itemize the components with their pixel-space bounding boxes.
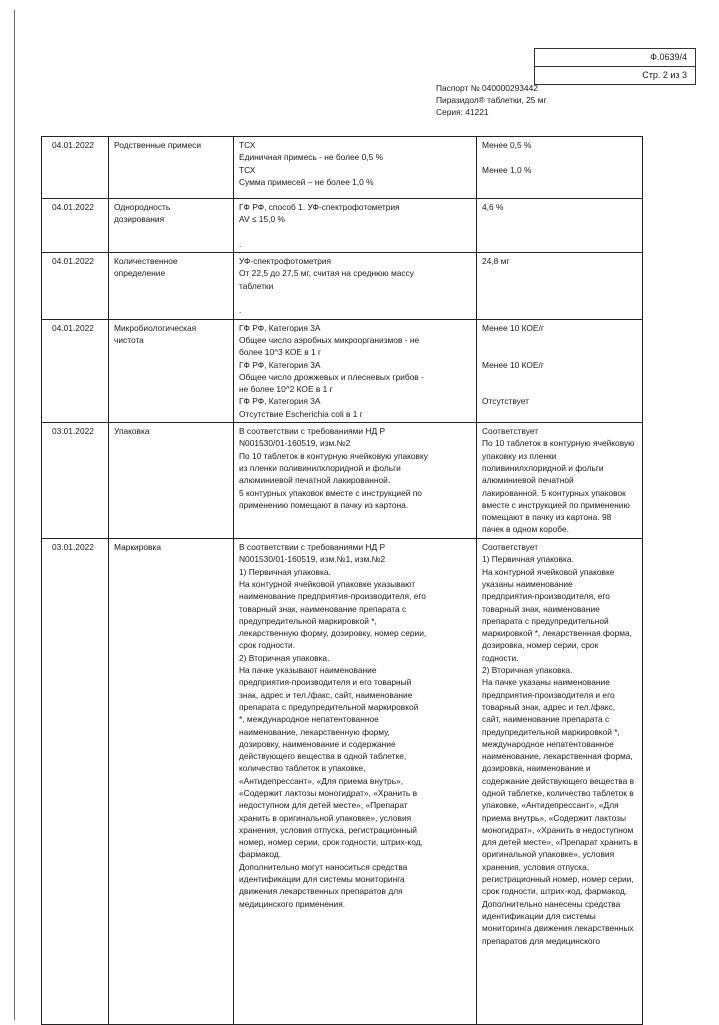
result-text-cell	[477, 253, 643, 319]
requirement-text-line: В соответствии с требованиями НД Р	[239, 426, 386, 437]
requirement-text-cell	[234, 253, 477, 319]
requirement-text-line: *, международное непатентованное	[239, 714, 379, 725]
requirement-text-line: На пачке указывают наименование	[239, 665, 377, 676]
result-text-line: препарата с предупредительной	[482, 615, 609, 626]
result-text-line: Соответствует	[482, 426, 539, 437]
result-text-line: предупредительной маркировкой *,	[482, 726, 620, 737]
requirement-text-line: товарный знак, наименование препарата с	[239, 603, 407, 614]
requirement-text-line: Общее число аэробных микроорганизмов - не	[239, 334, 420, 345]
requirement-text-line: предупредительной маркировкой *,	[239, 615, 377, 626]
requirement-text-line: ТСХ	[239, 140, 256, 150]
requirement-text-cell	[234, 319, 477, 422]
requirement-text-line	[239, 292, 472, 304]
result-text-line: предприятия-производителя, его	[482, 591, 610, 602]
result-text-line: товарный знак, адрес и тел./факс,	[482, 701, 616, 712]
table-row	[42, 319, 643, 422]
test-name-line: Упаковка	[114, 426, 150, 437]
requirement-text-line: Общее число дрожжевых и плесневых грибов -	[239, 371, 424, 382]
test-name-cell	[109, 319, 234, 422]
requirement-text-line	[239, 226, 472, 238]
result-text-line: 24,8 мг	[482, 256, 510, 267]
requirement-text-line: Единичная примесь - не более 0,5 %	[239, 152, 384, 163]
result-text-line: предприятия-производителя и его	[482, 689, 615, 700]
result-text-line: годности.	[482, 652, 519, 663]
result-text-line: одной таблетке, количество таблеток в	[482, 787, 634, 798]
result-text-line: упаковке, «Антидепрессант», «Для	[482, 800, 619, 811]
requirement-text-line: Сумма примесей – не более 1,0 %	[239, 176, 374, 187]
requirement-text-line: 1) Первичная упаковка.	[239, 566, 331, 577]
requirement-text-line: таблетки	[239, 280, 274, 291]
test-date: 04.01.2022	[42, 199, 109, 253]
test-name-line: Однородность	[114, 202, 171, 212]
test-name-line: чистота	[114, 334, 144, 345]
table-row	[42, 253, 643, 319]
test-name-line: Родственные примеси	[114, 140, 202, 150]
result-text-line: Отсутствует	[482, 396, 529, 407]
requirement-text-line: движения лекарственных препаратов для	[239, 886, 403, 897]
requirement-text-line: N001530/01-160519, изм.№1, изм.№2	[239, 554, 386, 565]
test-name-line: Количественное	[114, 256, 178, 267]
requirement-text-line: более 10^3 КОЕ в 1 г	[239, 347, 322, 358]
result-text-line: алюминиевой печатной	[482, 475, 574, 486]
test-name-cell	[109, 423, 234, 539]
result-text-line: приема внутрь», «Содержит лактозы	[482, 812, 626, 823]
test-date: 03.01.2022	[42, 423, 109, 539]
requirement-text-line: действующего вещества в одной таблетке,	[239, 751, 407, 762]
table-row	[42, 423, 643, 539]
result-text-line	[482, 371, 638, 383]
requirement-text-line: 5 контурных упаковок вместе с инструкцией по	[239, 487, 422, 498]
form-code-box	[534, 48, 696, 85]
result-text-cell	[477, 539, 643, 1025]
result-text-cell	[477, 199, 643, 253]
result-text-line: дозировка, номер серии, срок	[482, 640, 599, 651]
requirement-text-line: Отсутствие Escherichia coli в 1 г	[239, 408, 363, 419]
result-text-line	[482, 334, 638, 346]
result-text-cell	[477, 423, 643, 539]
result-text-line: Соответствует	[482, 542, 539, 553]
requirement-text-line: ГФ РФ, способ 1. УФ-спектрофотометрия	[239, 202, 400, 212]
requirement-text-line: наименование предприятия-производителя, его	[239, 591, 426, 602]
result-text-line: Дополнительно нанесены средства	[482, 898, 621, 909]
result-text-line: международное непатентованное	[482, 738, 614, 749]
test-date: 03.01.2022	[42, 539, 109, 1025]
requirement-text-line: фармакод.	[239, 849, 282, 860]
test-name-line: Маркировка	[114, 542, 161, 553]
result-text-line: помещают в пачку из картона. 98	[482, 512, 612, 523]
requirement-text-line: хранить в оригинальной упаковке», условия	[239, 812, 412, 823]
requirement-text-line: из пленки поливинилхлоридной и фольги	[239, 462, 401, 473]
result-text-line: дозировка, наименование и	[482, 763, 591, 774]
requirement-text-line: количество таблеток в упаковке,	[239, 763, 366, 774]
requirement-text-line: ГФ РФ, Категория 3А	[239, 322, 321, 333]
result-text-line	[482, 151, 638, 163]
test-date: 04.01.2022	[42, 319, 109, 422]
passport-header	[436, 82, 547, 118]
result-text-line	[482, 383, 638, 395]
result-text-line: срок годности, штрих-код, фармакод.	[482, 886, 628, 897]
result-text-line: 1) Первичная упаковка.	[482, 554, 574, 565]
result-text-line: мониторинга движения лекарственных	[482, 923, 634, 934]
test-name-cell	[109, 253, 234, 319]
table-row	[42, 137, 643, 199]
product-name: Пиразидол® таблетки, 25 мг	[436, 95, 547, 105]
requirement-text-line: ГФ РФ, Категория 3А	[239, 396, 321, 407]
result-text-line: хранения, условия отпуска,	[482, 861, 590, 872]
test-name-line: дозирования	[114, 214, 165, 225]
result-text-line: лакированной. 5 контурных упаковок	[482, 487, 626, 498]
requirement-text-cell	[234, 199, 477, 253]
requirement-text-line: .	[239, 305, 242, 316]
result-text-line: идентификации для системы	[482, 910, 596, 921]
table-row	[42, 199, 643, 253]
result-text-line: регистрационный номер, номер серии,	[482, 874, 634, 885]
result-text-line: оригинальной упаковке», условия	[482, 849, 615, 860]
test-name-cell	[109, 199, 234, 253]
requirement-text-line: медицинского применения.	[239, 898, 346, 909]
test-name-cell	[109, 137, 234, 199]
page-left-border	[14, 10, 15, 1020]
result-text-line: сайт, наименование препарата с	[482, 714, 610, 725]
result-text-line: Менее 10 КОЕ/г	[482, 359, 544, 370]
requirement-text-line: наименование, лекарственную форму,	[239, 726, 390, 737]
batch-number: Серия: 41221	[436, 107, 489, 117]
requirement-text-line: В соответствии с требованиями НД Р	[239, 542, 386, 553]
result-text-line: Менее 0,5 %	[482, 140, 532, 150]
requirement-text-line: .	[239, 238, 242, 249]
requirement-text-line: По 10 таблеток в контурную ячейковую упаковку	[239, 450, 428, 461]
requirement-text-line: «Содержит лактозы моногидрат», «Хранить в	[239, 787, 418, 798]
result-text-line: моногидрат», «Хранить в недоступном	[482, 824, 634, 835]
requirement-text-line: На контурной ячейковой упаковке указывают	[239, 578, 416, 589]
requirement-text-line: идентификации для системы мониторинга	[239, 874, 405, 885]
test-date: 04.01.2022	[42, 253, 109, 319]
requirement-text-cell	[234, 423, 477, 539]
result-text-line: На контурной ячейковой упаковке	[482, 566, 615, 577]
page-number: Стр. 2 из 3	[535, 66, 695, 84]
result-text-line: По 10 таблеток в контурную ячейковую	[482, 438, 635, 449]
test-name-line: определение	[114, 268, 166, 279]
result-text-line: упаковку из пленки	[482, 450, 557, 461]
requirement-text-line: предприятия-производителя и его товарный	[239, 677, 412, 688]
requirement-text-line: применению помещают в пачку из картона.	[239, 499, 409, 510]
requirement-text-line: 2) Вторичная упаковка.	[239, 652, 330, 663]
requirement-text-line: не более 10^2 КОЕ в 1 г	[239, 384, 333, 395]
requirement-text-line: лекарственную форму, дозировку, номер серии,	[239, 628, 427, 639]
requirement-text-line: алюминиевой печатной лакированной.	[239, 475, 391, 486]
analysis-results-table	[41, 136, 643, 1025]
requirement-text-cell	[234, 137, 477, 199]
table-row	[42, 539, 643, 1025]
requirement-text-line: Дополнительно могут наноситься средства	[239, 861, 408, 872]
requirement-text-line: УФ-спектрофотометрия	[239, 256, 332, 267]
result-text-line: 4,6 %	[482, 202, 504, 212]
requirement-text-cell	[234, 539, 477, 1025]
requirement-text-line: AV ≤ 15,0 %	[239, 214, 285, 225]
requirement-text-line: «Антидепрессант», «Для приема внутрь»,	[239, 775, 404, 786]
test-date: 04.01.2022	[42, 137, 109, 199]
requirement-text-line: препарата с предупредительной маркировкой	[239, 701, 419, 712]
result-text-line: Менее 10 КОЕ/г	[482, 322, 544, 333]
requirement-text-line: От 22,5 до 27,5 мг, считая на среднюю массу	[239, 268, 414, 279]
passport-number: Паспорт № 040000293442	[436, 83, 538, 93]
result-text-line	[482, 346, 638, 358]
result-text-line: 2) Вторичная упаковка.	[482, 665, 573, 676]
requirement-text-line: хранения, условия отпуска, регистрационный	[239, 824, 417, 835]
requirement-text-line: ГФ РФ, Категория 3А	[239, 359, 321, 370]
result-text-line: поливинилхлоридной и фольги	[482, 462, 604, 473]
requirement-text-line: дозировку, наименование и содержание	[239, 738, 396, 749]
result-text-line: На пачке указаны наименование	[482, 677, 610, 688]
test-name-cell	[109, 539, 234, 1025]
result-text-line: препаратов для медицинского	[482, 935, 601, 946]
requirement-text-line: N001530/01-160519, изм.№2	[239, 438, 351, 449]
result-text-cell	[477, 319, 643, 422]
result-text-line: Менее 1,0 %	[482, 164, 532, 175]
result-text-line: пачек в одном коробе.	[482, 524, 569, 535]
requirement-text-line: номер, номер серии, срок годности, штрих-код,	[239, 837, 423, 848]
test-name-line: Микробиологическая	[114, 322, 197, 333]
requirement-text-line: ТСХ	[239, 164, 256, 175]
result-text-line: вместе с инструкцией по применению	[482, 499, 630, 510]
result-text-line: для детей месте», «Препарат хранить в	[482, 837, 638, 848]
result-text-line: указаны наименование	[482, 578, 573, 589]
result-text-line: содержание действующего вещества в	[482, 775, 635, 786]
result-text-line: товарный знак, наименование	[482, 603, 600, 614]
form-code: Ф.0639/4	[650, 52, 687, 62]
requirement-text-line: знак, адрес и тел./факс, сайт, наименование	[239, 689, 413, 700]
result-text-line: маркировкой *, лекарственная форма,	[482, 628, 632, 639]
result-text-line: наименование, лекарственная форма,	[482, 751, 633, 762]
requirement-text-line: недоступном для детей месте», «Препарат	[239, 800, 408, 811]
result-text-cell	[477, 137, 643, 199]
requirement-text-line: срок годности.	[239, 640, 296, 651]
